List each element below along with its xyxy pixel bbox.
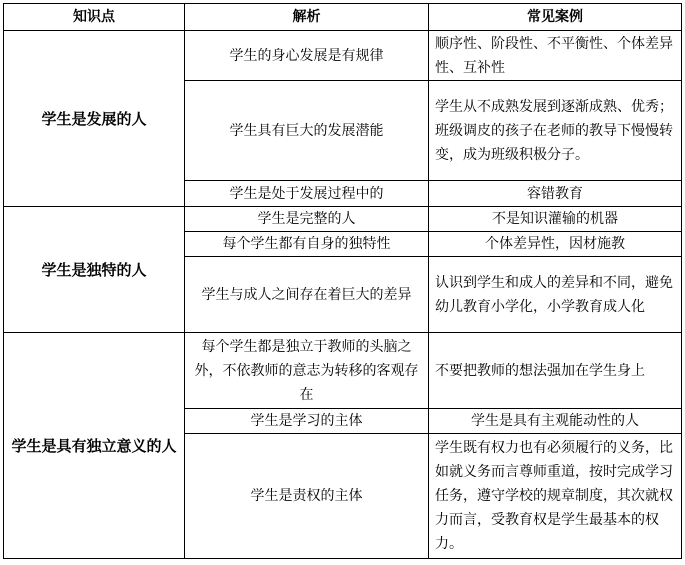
- knowledge-table: [3, 3, 682, 559]
- analysis-cell: 学生是处于发展过程中的: [185, 181, 429, 207]
- knowledge-point-cell: 学生是独特的人: [4, 207, 185, 333]
- example-cell: 学生是具有主观能动性的人: [429, 409, 682, 434]
- analysis-cell: 每个学生都是独立于教师的头脑之外，不依教师的意志为转移的客观存在: [185, 333, 429, 409]
- header-analysis: 解析: [185, 4, 429, 31]
- knowledge-point-cell: 学生是发展的人: [4, 31, 185, 207]
- example-cell: 认识到学生和成人的差异和不同，避免幼儿教育小学化，小学教育成人化: [429, 257, 682, 333]
- table-row: [4, 333, 682, 409]
- header-knowledge-point: 知识点: [4, 4, 185, 31]
- example-cell: 个体差异性，因材施教: [429, 232, 682, 257]
- knowledge-point-cell: 学生是具有独立意义的人: [4, 333, 185, 559]
- analysis-cell: 学生是学习的主体: [185, 409, 429, 434]
- analysis-cell: 学生是完整的人: [185, 207, 429, 232]
- table-row: [4, 207, 682, 232]
- header-row: [4, 4, 682, 31]
- header-examples: 常见案例: [429, 4, 682, 31]
- analysis-cell: 每个学生都有自身的独特性: [185, 232, 429, 257]
- analysis-cell: 学生与成人之间存在着巨大的差异: [185, 257, 429, 333]
- analysis-cell: 学生具有巨大的发展潜能: [185, 81, 429, 181]
- example-cell: 容错教育: [429, 181, 682, 207]
- example-cell: 学生从不成熟发展到逐渐成熟、优秀；班级调皮的孩子在老师的教导下慢慢转变，成为班级积极分子。: [429, 81, 682, 181]
- example-cell: 不是知识灌输的机器: [429, 207, 682, 232]
- table-row: [4, 31, 682, 81]
- analysis-cell: 学生是责权的主体: [185, 434, 429, 559]
- example-cell: 顺序性、阶段性、不平衡性、个体差异性、互补性: [429, 31, 682, 81]
- example-cell: 不要把教师的想法强加在学生身上: [429, 333, 682, 409]
- example-cell: 学生既有权力也有必须履行的义务，比如就义务而言尊师重道，按时完成学习任务，遵守学校的规章制度，其次就权力而言，受教育权是学生最基本的权力。: [429, 434, 682, 559]
- analysis-cell: 学生的身心发展是有规律: [185, 31, 429, 81]
